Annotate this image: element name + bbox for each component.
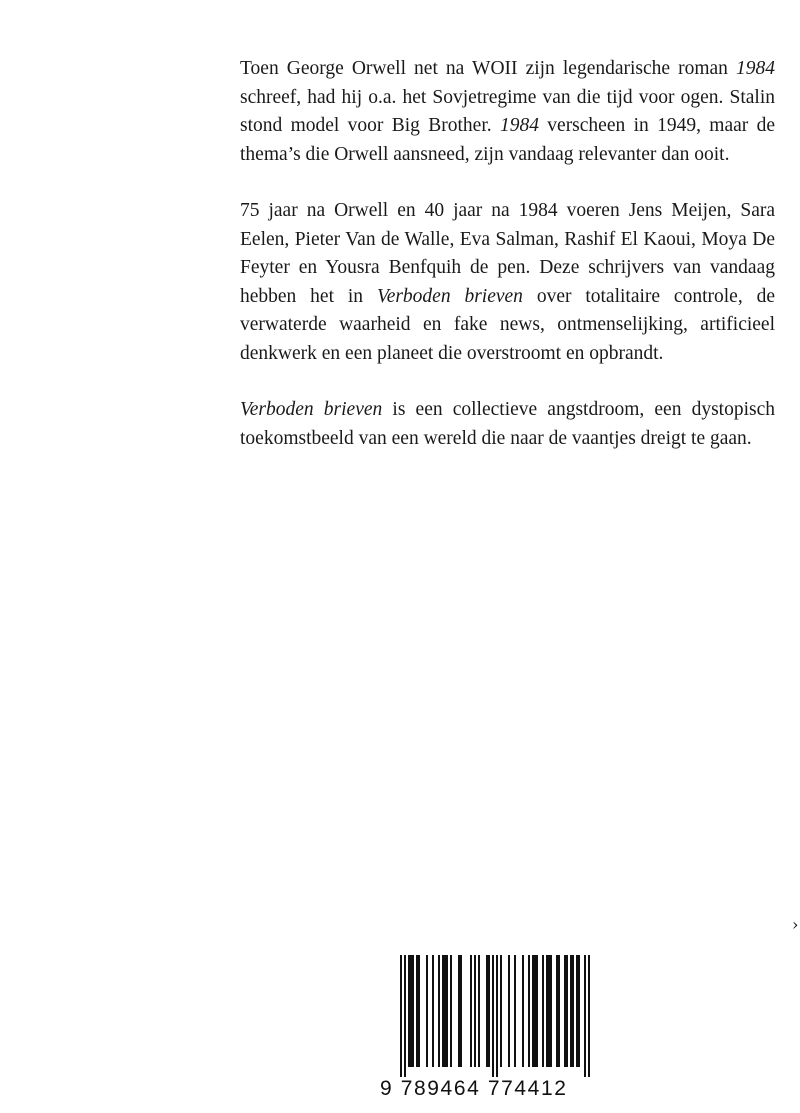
isbn-barcode [380, 955, 595, 1110]
barcode-bar [532, 955, 538, 1067]
barcode-bar [458, 955, 462, 1067]
barcode-bar [522, 955, 524, 1067]
barcode-bar [426, 955, 428, 1067]
barcode-bar [416, 955, 420, 1067]
barcode-bars [380, 955, 595, 1080]
blurb-paragraph-2 [240, 197, 775, 368]
barcode-bar [570, 955, 574, 1067]
barcode-bar [508, 955, 510, 1067]
barcode-bar [542, 955, 544, 1067]
p3-book-title: Verboden brieven [240, 399, 383, 420]
barcode-bar [500, 955, 502, 1067]
p3-text-a: is een collectieve angstdroom, een dystopisch toekomstbeeld van een wereld die naar de vaantjes dreigt te gaan. [240, 399, 775, 449]
barcode-bar [474, 955, 476, 1067]
barcode-guard-bar [400, 955, 402, 1077]
barcode-bar [432, 955, 434, 1067]
barcode-bar [528, 955, 530, 1067]
p1-title-1984-a: 1984 [736, 58, 775, 79]
p2-text-b: over totalitaire controle, de verwaterde waarheid en fake news, ontmenselijking, artificieel denkwerk en een planeet die overstroomt en opbrandt. [240, 285, 775, 364]
p1-text-a: Toen George Orwell net na WOII zijn legendarische roman [240, 58, 736, 79]
isbn-digits: 9 789464 774412 [380, 1077, 568, 1100]
edge-mark: › [792, 918, 799, 932]
barcode-bar [514, 955, 516, 1067]
barcode-bar [546, 955, 552, 1067]
barcode-guard-bar [404, 955, 406, 1077]
barcode-bar [450, 955, 452, 1067]
p1-text-c: verscheen in 1949, maar de thema’s die Orwell aansneed, zijn vandaag relevanter dan ooit. [240, 115, 775, 165]
barcode-bar [486, 955, 490, 1067]
blurb-paragraph-3 [240, 396, 775, 453]
barcode-bar [438, 955, 440, 1067]
barcode-bar [408, 955, 414, 1067]
p1-text-b: schreef, had hij o.a. het Sovjetregime van die tijd voor ogen. Stalin stond model voor Big Brother. [240, 86, 775, 136]
barcode-bar [564, 955, 568, 1067]
barcode-bar [556, 955, 560, 1067]
barcode-guard-bar [584, 955, 586, 1077]
p2-text-a: 75 jaar na Orwell en 40 jaar na 1984 voeren Jens Meijen, Sara Eelen, Pieter Van de Walle, Eva Salman, Rashif El Kaoui, Moya De Feyter en Yousra Benfquih de pen. Deze schrijvers van vandaag hebben het in [240, 200, 775, 307]
barcode-guard-bar [496, 955, 498, 1077]
blurb-paragraph-1 [240, 55, 775, 169]
p1-title-1984-b: 1984 [499, 115, 539, 136]
barcode-bar [576, 955, 580, 1067]
barcode-bar [470, 955, 472, 1067]
p2-book-title: Verboden brieven [376, 285, 523, 307]
barcode-guard-bar [492, 955, 494, 1077]
barcode-bar [478, 955, 480, 1067]
barcode-bar [442, 955, 448, 1067]
back-cover-blurb [240, 55, 775, 481]
barcode-guard-bar [588, 955, 590, 1077]
